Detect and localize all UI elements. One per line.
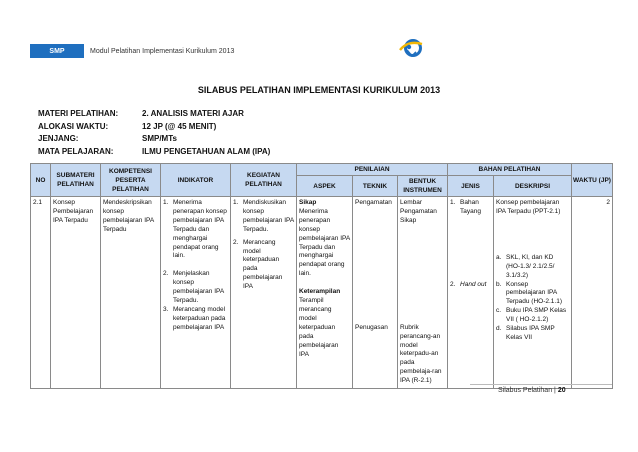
syllabus-table: [30, 163, 613, 389]
ministry-logo-icon: [396, 36, 426, 60]
header-penilaian: PENILAIAN: [297, 164, 448, 176]
header-teknik: TEKNIK: [353, 176, 398, 197]
header-jenis: JENIS: [448, 176, 494, 197]
list-item: 3. Merancang model keterpaduan pada pembelajaran IPA: [163, 305, 226, 331]
cell-bentuk: Lembar Pengamatan Sikap Rubrik perancang-an model keterpadu-an pada pembelaja-ran IPA (R-2.1): [398, 197, 448, 389]
cell-aspek: Sikap Menerima penerapan konsep pembelajaran IPA Terpadu dan menghargai pendapat orang lain. Keterampilan Terampil merancang model keterpaduan pada pembelajaran IPA: [297, 197, 353, 389]
list-item: 1. Menerima penerapan konsep pembelajaran IPA Terpadu dan menghargai pendapat orang lain.: [163, 199, 227, 260]
cell-kompetensi: Mendeskripsikan konsep pembelajaran IPA Terpadu: [101, 197, 161, 389]
footer-separator: |: [554, 387, 556, 394]
header-submateri: SUBMATERI PELATIHAN: [51, 164, 101, 197]
list-item: 1. Mendiskusikan konsep pembelajaran IPA Terpadu.: [233, 199, 294, 233]
page-title: SILABUS PELATIHAN IMPLEMENTASI KURIKULUM 2013: [197, 85, 441, 95]
page-number: 20: [557, 387, 566, 394]
header-aspek: ASPEK: [297, 176, 353, 197]
cell-no: 2.1: [31, 197, 51, 389]
smp-badge: SMP: [30, 44, 84, 58]
cell-kegiatan: [231, 197, 297, 389]
list-item: b. Konsep pembelajaran IPA Terpadu (HO-2.1.1): [496, 280, 563, 306]
header-bahan: BAHAN PELATIHAN: [448, 164, 572, 176]
page-header: [30, 44, 234, 58]
meta-row: MATERI PELATIHAN: 2. ANALISIS MATERI AJAR: [38, 109, 244, 118]
footer-rule: [470, 384, 612, 385]
header-kegiatan: KEGIATAN PELATIHAN: [231, 164, 297, 197]
cell-deskripsi: Konsep pembelajaran IPA Terpadu (PPT-2.1) a. SKL, KI, dan KD (HO-1.3/ 2.1/2.5/ 3.1/3.2) b. Konsep pembelajaran IPA Terpadu (HO-2.1.1) c. Buku IPA SMP Kelas VII ( HO-2.1.2) d. Silabus IPA SMP Kelas VII: [494, 197, 572, 389]
footer-label: Silabus Pelatihan: [498, 387, 553, 394]
header-indikator: INDIKATOR: [161, 164, 231, 197]
list-item: a. SKL, KI, dan KD (HO-1.3/ 2.1/2.5/ 3.1/3.2): [496, 253, 555, 279]
page-footer: [498, 387, 566, 394]
list-item: d. Silabus IPA SMP Kelas VII: [496, 325, 555, 341]
list-item: 2. Merancang model keterpaduan pada pembelajaran IPA: [233, 238, 283, 291]
meta-row: ALOKASI WAKTU: 12 JP (@ 45 MENIT): [38, 121, 217, 131]
meta-block: [38, 108, 270, 158]
header-deskripsi: DESKRIPSI: [494, 176, 572, 197]
header-kompetensi: KOMPETENSI PESERTA PELATIHAN: [101, 164, 161, 197]
list-item: 1. Bahan Tayang: [450, 199, 481, 215]
cell-teknik: Pengamatan Penugasan: [353, 197, 398, 389]
cell-waktu: 2: [572, 197, 613, 389]
cell-jenis: [448, 197, 494, 389]
list-item: c. Buku IPA SMP Kelas VII ( HO-2.1.2): [496, 307, 567, 324]
meta-row: JENJANG: SMP/MTs: [38, 134, 177, 143]
list-item: 2. Hand out: [450, 280, 487, 288]
header-waktu: WAKTU (JP): [572, 164, 613, 197]
meta-row: MATA PELAJARAN: ILMU PENGETAHUAN ALAM (IPA): [38, 146, 271, 156]
header-no: NO: [31, 164, 51, 197]
table-row: [31, 197, 613, 389]
module-title: Modul Pelatihan Implementasi Kurikulum 2013: [90, 47, 235, 55]
list-item: 2. Menjelaskan konsep pembelajaran IPA Terpadu.: [163, 270, 224, 305]
cell-submateri: Konsep Pembelajaran IPA Terpadu: [51, 197, 101, 389]
header-bentuk: BENTUK INSTRUMEN: [398, 176, 448, 197]
cell-indikator: [161, 197, 231, 389]
